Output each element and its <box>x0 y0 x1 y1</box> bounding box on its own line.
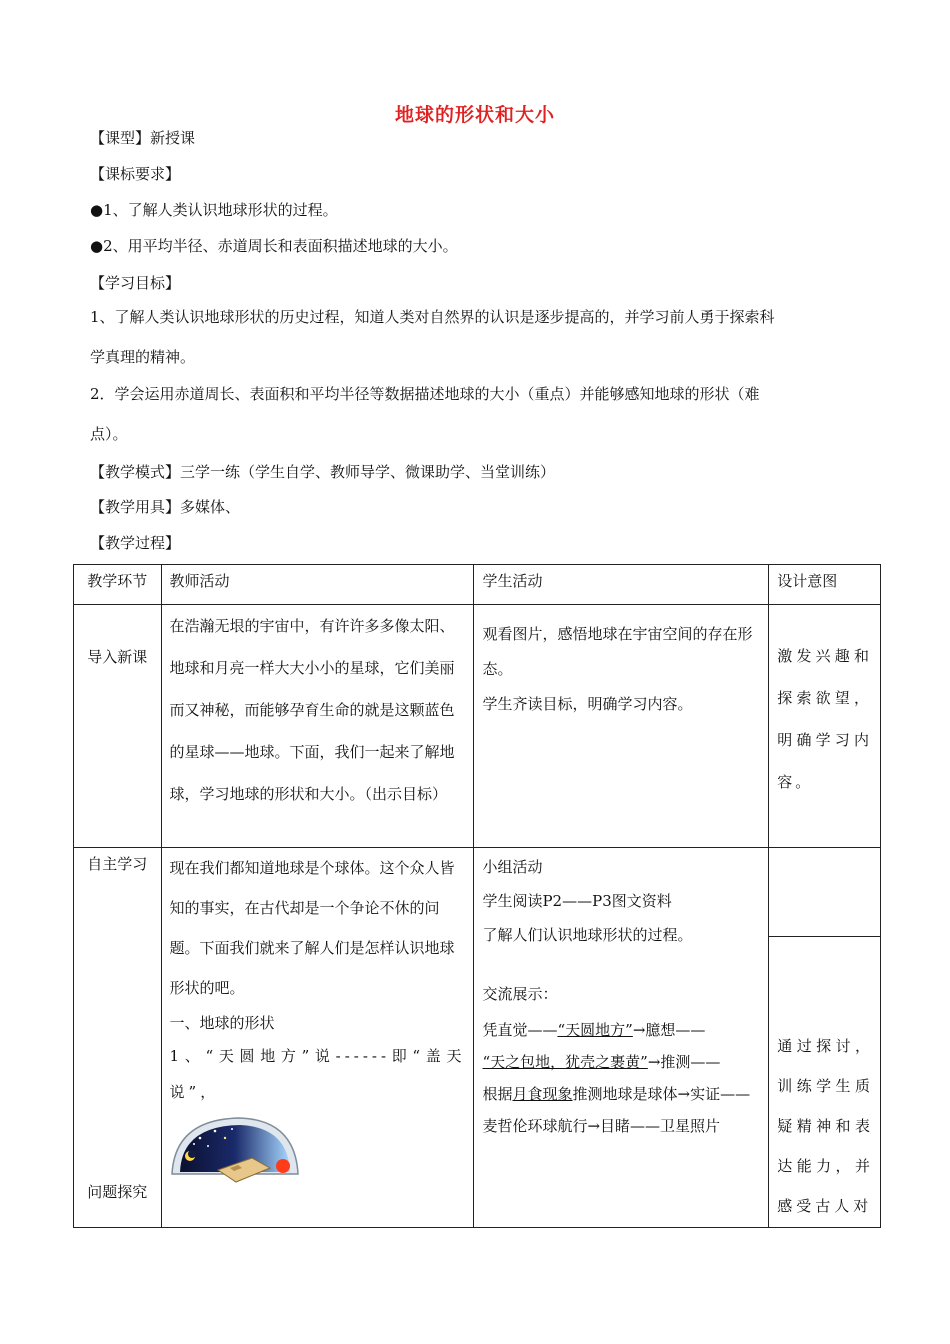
teaching-tools: 【教学用具】多媒体、 <box>90 498 241 516</box>
student-line: 小组活动 <box>482 858 543 876</box>
student-line: 了解人们认识地球形状的过程。 <box>482 926 693 944</box>
student-line: 学生齐读目标，明确学习内容。 <box>482 695 693 713</box>
stage-label: 自主学习 <box>87 855 148 873</box>
teacher-activity <box>161 848 474 1228</box>
student-line: 交流展示： <box>482 985 558 1003</box>
text-fragment: 凭直觉—— <box>482 1021 558 1039</box>
objective-1-line-1: 1、了解人类认识地球形状的历史过程，知道人类对自然界的认识是逐步提高的，并学习前人勇于探索科 <box>90 308 775 326</box>
page-title: 地球的形状和大小 <box>394 104 555 126</box>
stage-label: 问题探究 <box>87 1183 148 1201</box>
underlined-term: “天之包地，犹壳之裹黄” <box>482 1053 648 1071</box>
curriculum-item: ●1、了解人类认识地球形状的过程。 <box>90 201 338 219</box>
underlined-term: 月食现象 <box>512 1085 573 1103</box>
stage-cell: 导入新课 <box>74 605 162 848</box>
teacher-point: 1、“天圆地方”说------即“盖天说”， <box>169 1047 466 1101</box>
intent-cell <box>769 848 881 1228</box>
text-fragment: →推测—— <box>647 1053 721 1071</box>
header-stage: 教学环节 <box>74 565 162 605</box>
student-line <box>482 1078 760 1142</box>
cell-divider <box>769 936 880 937</box>
header-intent: 设计意图 <box>769 565 881 605</box>
student-line: 学生阅读P2——P3图文资料 <box>482 892 672 910</box>
student-activity <box>474 605 769 848</box>
table-row <box>74 605 881 848</box>
intent-cell: 激发兴趣和探索欲望，明确学习内容。 <box>769 605 881 848</box>
text-fragment: 推测地球是球体→实证——麦哲伦环球航行→目睹——卫星照片 <box>482 1085 751 1135</box>
header-teacher: 教师活动 <box>161 565 474 605</box>
student-line <box>482 1014 760 1046</box>
dome-sky-icon <box>170 1114 300 1184</box>
objective-2-line-2: 点）。 <box>90 425 128 443</box>
process-heading: 【教学过程】 <box>90 534 181 552</box>
teacher-intro: 现在我们都知道地球是个球体。这个众人皆知的事实，在古代却是一个争论不休的问题。下面我们就来了解人们是怎样认识地球形状的吧。 <box>169 859 455 997</box>
stage-cell <box>74 848 162 1228</box>
student-line <box>482 1046 760 1078</box>
student-line: 观看图片，感悟地球在宇宙空间的存在形态。 <box>482 625 753 678</box>
lesson-type: 【课型】新授课 <box>90 129 196 147</box>
text-fragment: 根据 <box>482 1085 513 1103</box>
objective-2-line-1: 2．学会运用赤道周长、表面积和平均半径等数据描述地球的大小（重点）并能够感知地球的形状（难 <box>90 385 760 403</box>
student-activity <box>474 848 769 1228</box>
heaven-round-earth-square-illustration <box>170 1114 466 1199</box>
curriculum-heading: 【课标要求】 <box>90 165 181 183</box>
objective-1-line-2: 学真理的精神。 <box>90 348 196 366</box>
curriculum-item: ●2、用平均半径、赤道周长和表面积描述地球的大小。 <box>90 237 458 255</box>
objectives-heading: 【学习目标】 <box>90 274 181 292</box>
teaching-mode: 【教学模式】三学一练（学生自学、教师导学、微课助学、当堂训练） <box>90 463 556 481</box>
header-student: 学生活动 <box>474 565 769 605</box>
underlined-term: “天圆地方” <box>557 1021 633 1039</box>
intent-text: 通过探讨，训练学生质疑精神和表达能力，并感受古人对 <box>777 1037 874 1215</box>
teacher-activity: 在浩瀚无垠的宇宙中，有许许多多像太阳、地球和月亮一样大大小小的星球，它们美丽而又神秘，而能够孕育生命的就是这颗蓝色的星球——地球。下面，我们一起来了解地球，学习地球的形状和大小。（出示目标） <box>161 605 474 848</box>
teacher-section: 一、地球的形状 <box>169 1014 275 1032</box>
table-header-row <box>74 565 881 605</box>
text-fragment: →臆想—— <box>632 1021 706 1039</box>
table-row <box>74 848 881 1228</box>
process-table <box>73 564 881 1228</box>
